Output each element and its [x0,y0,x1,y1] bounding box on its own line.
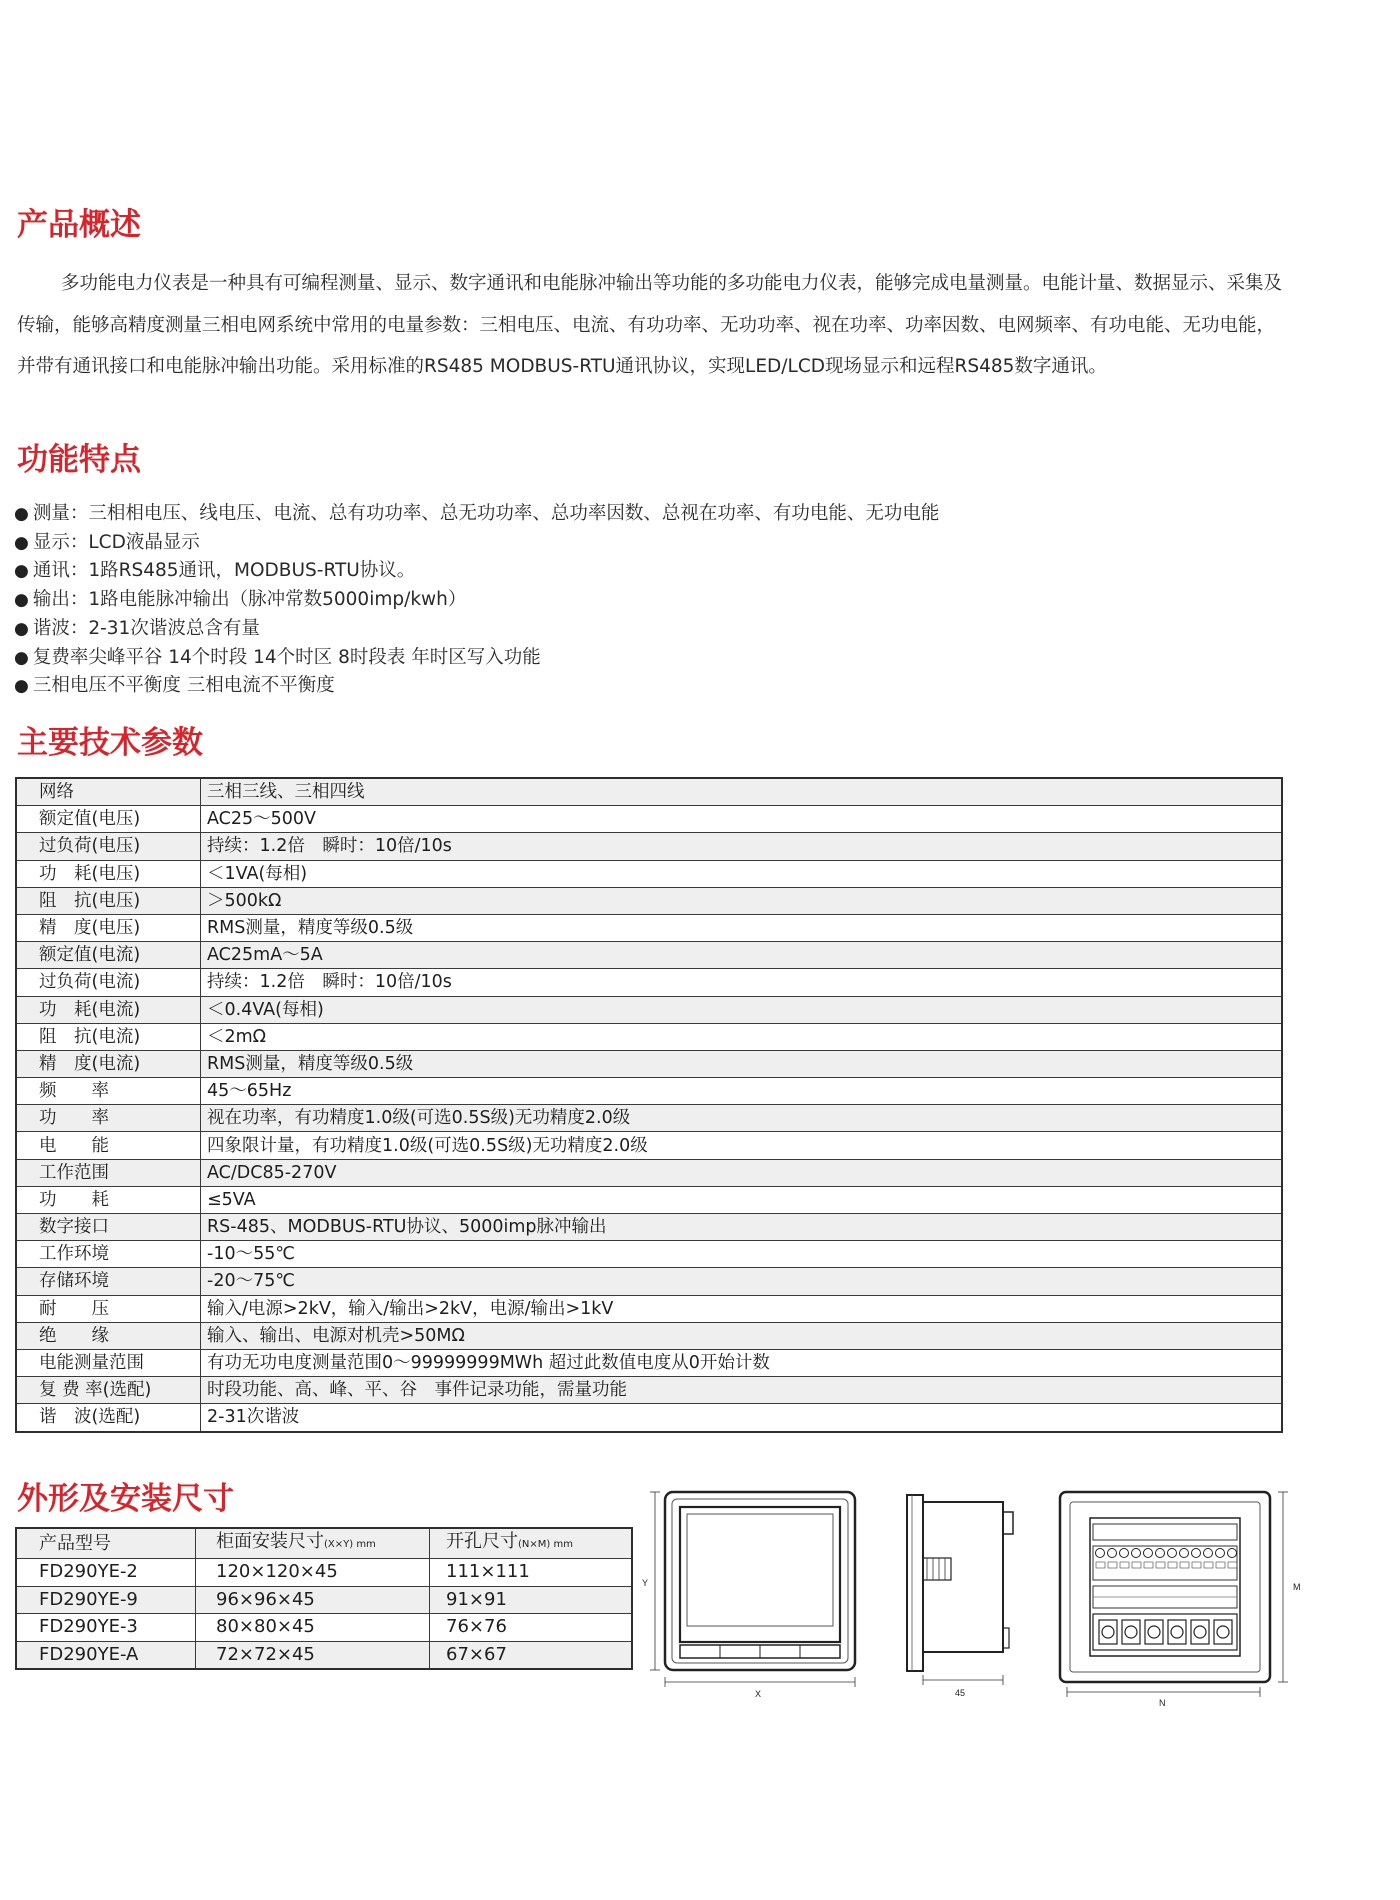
bullet-icon: ● [14,618,29,639]
param-name: 过负荷(电压) [16,833,201,860]
feature-text: 谐波：2-31次谐波总含有量 [32,617,260,639]
param-name: 阻 抗(电流) [16,1023,201,1050]
terminal-screw [1216,1549,1225,1558]
dim-label-y: Y [642,1578,649,1588]
param-name: 谐 波(选配) [16,1404,201,1432]
param-value: AC/DC85-270V [201,1159,1283,1186]
bullet-icon: ● [14,676,29,697]
terminal-label-box [1108,1562,1117,1568]
param-name: 频 率 [16,1078,201,1105]
model-cell: FD290YE-2 [16,1559,196,1587]
table-row [16,1377,1282,1404]
param-name: 功 率 [16,1105,201,1132]
table-row [16,1023,1282,1050]
rear-terminal-row-top [1096,1549,1238,1569]
param-name: 存储环境 [16,1268,201,1295]
param-value: 输入/电源>2kV，输入/输出>2kV，电源/输出>1kV [201,1295,1283,1322]
table-row [16,1559,632,1587]
param-name: 功 耗(电压) [16,860,201,887]
feature-item [14,529,939,558]
param-value: 持续：1.2倍 瞬时：10倍/10s [201,833,1283,860]
table-row [16,1105,1282,1132]
bullet-icon: ● [14,532,29,553]
terminal-label-box [1144,1562,1153,1568]
param-value: AC25～500V [201,806,1283,833]
terminal-label-box [1180,1562,1189,1568]
terminal-screw [1102,1626,1114,1638]
header-panel-label: 柜面安装尺寸 [216,1531,324,1552]
param-value: -20～75℃ [201,1268,1283,1295]
header-panel-size [196,1528,430,1559]
terminal-screw [1156,1549,1165,1558]
param-name: 工作环境 [16,1241,201,1268]
table-row [16,860,1282,887]
param-name: 额定值(电流) [16,942,201,969]
model-cell: FD290YE-9 [16,1586,196,1614]
feature-item [14,586,939,615]
param-value: ＞500kΩ [201,887,1283,914]
terminal-screw [1120,1549,1129,1558]
terminal-label-box [1132,1562,1141,1568]
dim-label-m: M [1293,1582,1301,1592]
param-value: 持续：1.2倍 瞬时：10倍/10s [201,969,1283,996]
feature-text: 输出：1路电能脉冲输出（脉冲常数5000imp/kwh） [32,589,467,611]
table-row [16,1159,1282,1186]
param-value: RMS测量，精度等级0.5级 [201,1050,1283,1077]
param-name: 绝 缘 [16,1322,201,1349]
panel-size-cell: 96×96×45 [196,1586,430,1614]
model-cell: FD290YE-A [16,1641,196,1669]
dimension-table-header [16,1528,632,1559]
table-row [16,1322,1282,1349]
terminal-screw [1125,1626,1137,1638]
table-row [16,1241,1282,1268]
param-value: RMS测量，精度等级0.5级 [201,914,1283,941]
param-name: 电能测量范围 [16,1349,201,1376]
panel-size-cell: 80×80×45 [196,1614,430,1642]
terminal-label-box [1168,1562,1177,1568]
header-panel-unit: (X×Y) mm [324,1539,376,1550]
param-name: 阻 抗(电压) [16,887,201,914]
terminal-screw [1228,1549,1237,1558]
terminal-screw [1132,1549,1141,1558]
terminal-label-box [1228,1562,1237,1568]
terminal-label-box [1192,1562,1201,1568]
param-name: 功 耗(电流) [16,996,201,1023]
panel-size-cell: 120×120×45 [196,1559,430,1587]
terminal-screw [1144,1549,1153,1558]
terminal-label-box [1204,1562,1213,1568]
cutout-size-cell: 67×67 [430,1641,633,1669]
feature-text: 测量：三相相电压、线电压、电流、总有功功率、总无功功率、总功率因数、总视在功率、有功电能、无功电能 [32,503,940,524]
dim-label-depth: 45 [955,1688,966,1698]
terminal-screw [1096,1549,1105,1558]
feature-item [14,557,939,586]
param-name: 复 费 率(选配) [16,1377,201,1404]
feature-item [14,500,939,529]
model-cell: FD290YE-3 [16,1614,196,1642]
rear-terminal-row-bottom [1099,1620,1232,1644]
table-row [16,1641,632,1669]
section-title-dimensions: 外形及安装尺寸 [17,1481,234,1517]
terminal-screw [1180,1549,1189,1558]
panel-size-cell: 72×72×45 [196,1641,430,1669]
param-value: 2-31次谐波 [201,1404,1283,1432]
param-value: 视在功率，有功精度1.0级(可选0.5S级)无功精度2.0级 [201,1105,1283,1132]
table-row [16,1268,1282,1295]
side-view-drawing [905,1490,1020,1705]
param-name: 过负荷(电流) [16,969,201,996]
bullet-icon: ● [14,504,29,524]
feature-item [14,644,939,673]
dim-label-n: N [1159,1698,1166,1708]
table-row [16,969,1282,996]
terminal-label-box [1156,1562,1165,1568]
param-name: 耐 压 [16,1295,201,1322]
terminal-label-box [1120,1562,1129,1568]
feature-text: 通讯：1路RS485通讯，MODBUS-RTU协议。 [32,560,416,582]
header-cutout-size [430,1528,633,1559]
table-row [16,1214,1282,1241]
table-row [16,914,1282,941]
rear-view-drawing [1055,1490,1305,1710]
overview-paragraph: 多功能电力仪表是一种具有可编程测量、显示、数字通讯和电能脉冲输出等功能的多功能电力仪表，能够完成电量测量。电能计量、数据显示、采集及传输，能够高精度测量三相电网系统中常用的电量参数：三相电压、电流、有功功率、无功功率、视在功率、功率因数、电网频率、有功电能、无功电能，并带有通讯接口和电能脉冲输出功能。采用标准的RS485 MODBUS-RTU通讯协议，实现LED/LCD现场显示和远程RS485数字通讯。 [17,273,1283,377]
table-row [16,1050,1282,1077]
terminal-screw [1217,1626,1229,1638]
feature-item [14,672,939,701]
dimension-table [15,1527,633,1670]
feature-item [14,615,939,644]
terminal-screw [1168,1549,1177,1558]
param-value: 有功无功电度测量范围0～99999999MWh 超过此数值电度从0开始计数 [201,1349,1283,1376]
header-model: 产品型号 [16,1528,196,1559]
section-title-params: 主要技术参数 [17,725,203,761]
terminal-screw [1108,1549,1117,1558]
section-title-features: 功能特点 [17,442,141,478]
feature-list [14,500,939,701]
terminal-screw [1192,1549,1201,1558]
param-value: ＜1VA(每相) [201,860,1283,887]
cutout-size-cell: 76×76 [430,1614,633,1642]
section-title-overview: 产品概述 [17,207,141,243]
param-name: 电 能 [16,1132,201,1159]
table-row [16,833,1282,860]
terminal-label-box [1096,1562,1105,1568]
table-row [16,1186,1282,1213]
param-name: 数字接口 [16,1214,201,1241]
table-row [16,996,1282,1023]
header-cutout-label: 开孔尺寸 [446,1531,518,1552]
table-row [16,778,1282,806]
param-name: 网络 [16,778,201,806]
table-row [16,942,1282,969]
table-row [16,1349,1282,1376]
param-value: -10～55℃ [201,1241,1283,1268]
table-row [16,1132,1282,1159]
bullet-icon: ● [14,561,29,582]
terminal-screw [1148,1626,1160,1638]
param-name: 额定值(电压) [16,806,201,833]
table-row [16,887,1282,914]
dim-label-x: X [755,1689,762,1699]
param-value: 三相三线、三相四线 [201,778,1283,806]
param-value: ＜0.4VA(每相) [201,996,1283,1023]
cutout-size-cell: 91×91 [430,1586,633,1614]
feature-text: 复费率尖峰平谷 14个时段 14个时区 8时段表 年时区写入功能 [32,646,541,668]
table-row [16,1586,632,1614]
param-name: 精 度(电压) [16,914,201,941]
table-row [16,1404,1282,1432]
feature-text: 三相电压不平衡度 三相电流不平衡度 [32,675,335,697]
param-name: 工作范围 [16,1159,201,1186]
table-row [16,1614,632,1642]
table-row [16,1078,1282,1105]
bullet-icon: ● [14,590,29,611]
table-row [16,1295,1282,1322]
feature-text: 显示：LCD液晶显示 [32,531,200,553]
param-value: AC25mA～5A [201,942,1283,969]
terminal-screw [1204,1549,1213,1558]
param-value: ≤5VA [201,1186,1283,1213]
parameter-table [15,777,1283,1433]
param-value: 四象限计量，有功精度1.0级(可选0.5S级)无功精度2.0级 [201,1132,1283,1159]
front-view-drawing [640,1490,865,1700]
param-name: 功 耗 [16,1186,201,1213]
param-value: 时段功能、高、峰、平、谷 事件记录功能，需量功能 [201,1377,1283,1404]
terminal-label-box [1216,1562,1225,1568]
param-value: ＜2mΩ [201,1023,1283,1050]
terminal-screw [1171,1626,1183,1638]
param-value: 45～65Hz [201,1078,1283,1105]
header-cutout-unit: (N×M) mm [518,1539,573,1550]
cutout-size-cell: 111×111 [430,1559,633,1587]
param-value: RS-485、MODBUS-RTU协议、5000imp脉冲输出 [201,1214,1283,1241]
bullet-icon: ● [14,647,29,668]
terminal-screw [1194,1626,1206,1638]
param-name: 精 度(电流) [16,1050,201,1077]
param-value: 输入、输出、电源对机壳>50MΩ [201,1322,1283,1349]
table-row [16,806,1282,833]
